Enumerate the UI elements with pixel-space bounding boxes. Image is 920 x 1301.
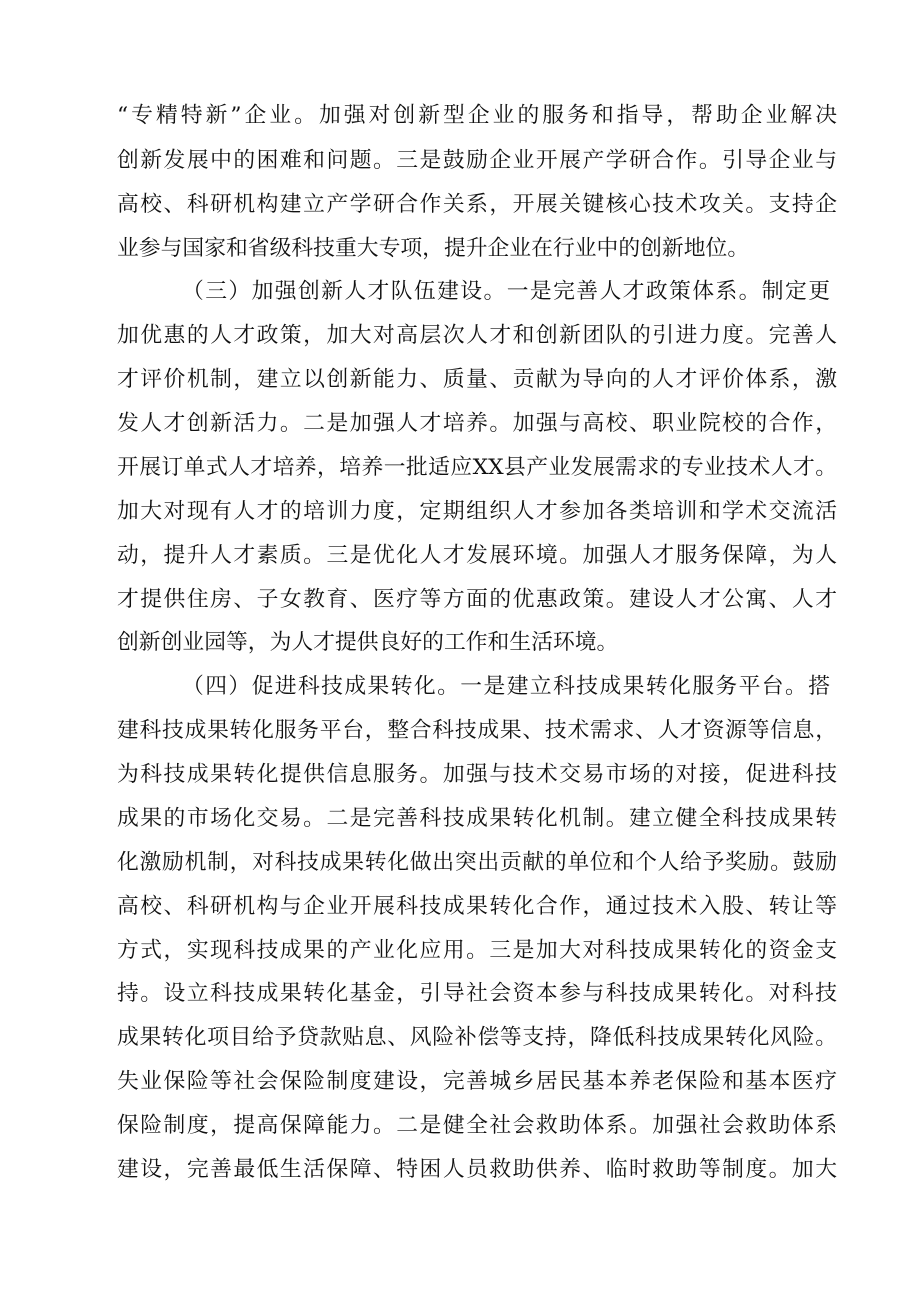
text-line: 开展订单式人才培养，培养一批适应XX县产业发展需求的专业技术人才。 xyxy=(117,455,837,480)
text-line: 高校、科研机构建立产学研合作关系，开展关键核心技术攻关。支持企 xyxy=(117,192,837,217)
text-line: 高校、科研机构与企业开展科技成果转化合作，通过技术入股、转让等 xyxy=(117,894,837,919)
text-line: （四）促进科技成果转化。一是建立科技成果转化服务平台。搭 xyxy=(182,674,830,699)
text-line: （三）加强创新人才队伍建设。一是完善人才政策体系。制定更 xyxy=(182,279,830,304)
text-line: 成果的市场化交易。二是完善科技成果转化机制。建立健全科技成果转 xyxy=(117,806,837,831)
text-line: 才评价机制，建立以创新能力、质量、贡献为导向的人才评价体系，激 xyxy=(117,367,837,392)
text-line: 为科技成果转化提供信息服务。加强与技术交易市场的对接，促进科技 xyxy=(117,762,837,787)
text-line: 保险制度，提高保障能力。二是健全社会救助体系。加强社会救助体系 xyxy=(117,1113,837,1138)
text-line: “专精特新”企业。加强对创新型企业的服务和指导，帮助企业解决 xyxy=(117,103,837,128)
text-line: 发人才创新活力。二是加强人才培养。加强与高校、职业院校的合作， xyxy=(117,411,837,436)
text-line: 加大对现有人才的培训力度，定期组织人才参加各类培训和学术交流活 xyxy=(117,499,837,524)
text-line: 化激励机制，对科技成果转化做出突出贡献的单位和个人给予奖励。鼓励 xyxy=(117,850,837,875)
text-line: 才提供住房、子女教育、医疗等方面的优惠政策。建设人才公寓、人才 xyxy=(117,587,837,612)
text-line: 持。设立科技成果转化基金，引导社会资本参与科技成果转化。对科技 xyxy=(117,981,837,1006)
text-line: 失业保险等社会保险制度建设，完善城乡居民基本养老保险和基本医疗 xyxy=(117,1069,837,1094)
text-line: 建科技成果转化服务平台，整合科技成果、技术需求、人才资源等信息， xyxy=(117,718,837,743)
text-line: 动，提升人才素质。三是优化人才发展环境。加强人才服务保障，为人 xyxy=(117,543,837,568)
text-line: 建设，完善最低生活保障、特困人员救助供养、临时救助等制度。加大 xyxy=(117,1157,837,1182)
text-line: 业参与国家和省级科技重大专项，提升企业在行业中的创新地位。 xyxy=(117,236,750,261)
text-line: 创新创业园等，为人才提供良好的工作和生活环境。 xyxy=(117,630,619,655)
text-line: 方式，实现科技成果的产业化应用。三是加大对科技成果转化的资金支 xyxy=(117,938,837,963)
text-line: 创新发展中的困难和问题。三是鼓励企业开展产学研合作。引导企业与 xyxy=(117,148,837,173)
text-line: 加优惠的人才政策，加大对高层次人才和创新团队的引进力度。完善人 xyxy=(117,323,837,348)
text-line: 成果转化项目给予贷款贴息、风险补偿等支持，降低科技成果转化风险。 xyxy=(117,1025,837,1050)
